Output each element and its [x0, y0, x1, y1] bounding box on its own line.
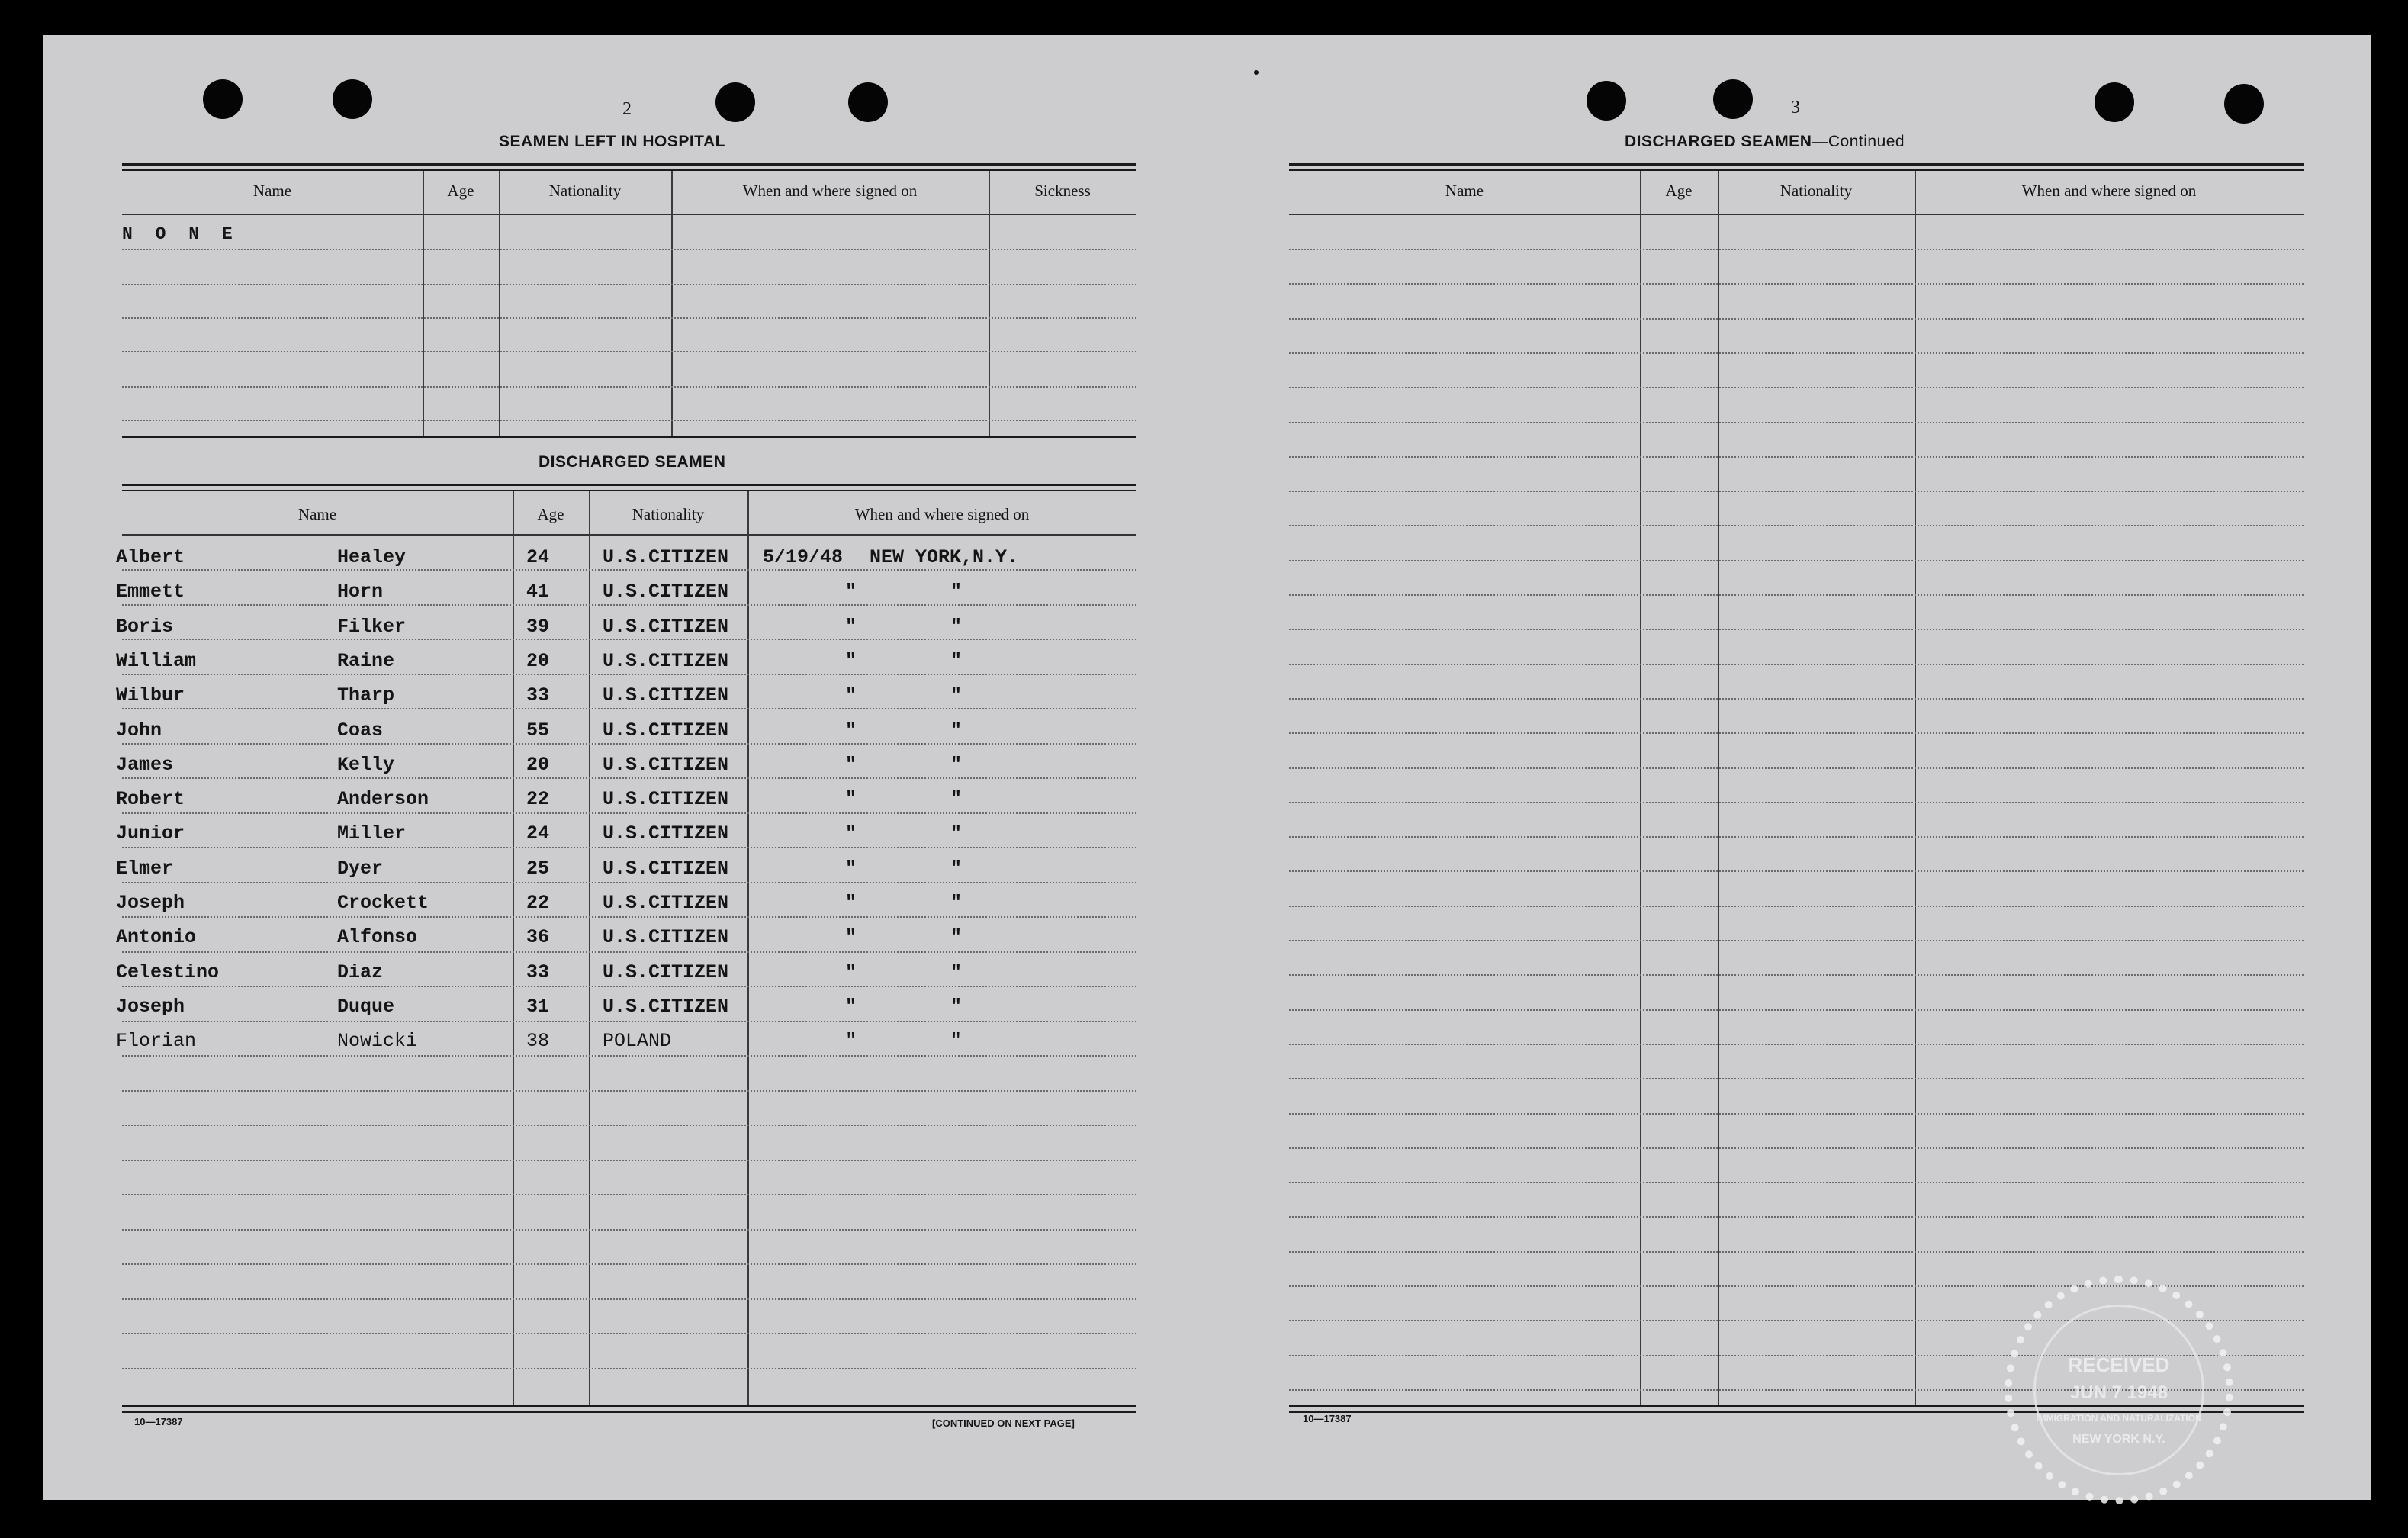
ruled-line: [122, 639, 1136, 640]
ruled-line: [122, 1263, 1136, 1265]
ruled-line: [122, 1055, 1136, 1057]
punch-hole: [1713, 79, 1753, 119]
seaman-age: 41: [526, 581, 550, 603]
ruled-line: [122, 1229, 1136, 1231]
punch-hole: [2095, 82, 2134, 122]
seaman-nationality: U.S.CITIZEN: [603, 719, 729, 742]
seaman-last-name: Crockett: [337, 892, 429, 914]
seaman-first-name: Florian: [116, 1030, 197, 1053]
ruled-line: [1289, 560, 2304, 561]
ruled-line: [1289, 940, 2304, 941]
ruled-line: [122, 951, 1136, 953]
document-sheet: [43, 35, 2371, 1500]
seaman-age: 20: [526, 753, 550, 776]
seaman-nationality: U.S.CITIZEN: [603, 960, 729, 983]
seaman-nationality: U.S.CITIZEN: [603, 615, 729, 638]
seaman-nationality: U.S.CITIZEN: [603, 581, 729, 603]
ruled-line: [1289, 767, 2304, 769]
signed-on-place: ": [950, 1030, 963, 1053]
discharged-table-left: [116, 484, 1136, 1445]
punch-hole: [715, 82, 755, 122]
ruled-line: [122, 1298, 1136, 1300]
punch-hole: [1587, 81, 1626, 121]
punch-hole: [333, 79, 372, 119]
ruled-line: [1289, 906, 2304, 907]
ruled-line: [122, 1021, 1136, 1022]
seaman-first-name: John: [116, 719, 162, 742]
ruled-line: [122, 812, 1136, 814]
seaman-last-name: Healey: [337, 546, 407, 568]
seaman-last-name: Miller: [337, 822, 407, 845]
ruled-line: [1289, 283, 2304, 285]
seaman-age: 20: [526, 649, 550, 672]
seaman-nationality: U.S.CITIZEN: [603, 926, 729, 949]
ruled-line: [122, 1194, 1136, 1195]
ruled-line: [1289, 1251, 2304, 1253]
signed-on-place: ": [950, 615, 963, 638]
ruled-line: [122, 882, 1136, 883]
ruled-line: [1289, 1182, 2304, 1183]
title-suffix: —Continued: [1812, 133, 1905, 150]
col-name: Name: [1445, 182, 1484, 200]
signed-on-date: ": [845, 788, 857, 811]
page-number-right: 3: [1791, 98, 1800, 117]
seaman-first-name: William: [116, 649, 197, 672]
seaman-age: 38: [526, 1030, 550, 1053]
signed-on-date: ": [845, 960, 857, 983]
ruled-line: [1289, 1044, 2304, 1045]
signed-on-place: ": [950, 960, 963, 983]
col-age: Age: [537, 505, 564, 523]
ruled-line: [122, 986, 1136, 987]
title-main: DISCHARGED SEAMEN: [1625, 133, 1812, 150]
seaman-age: 22: [526, 788, 550, 811]
col-age: Age: [447, 182, 474, 200]
seaman-last-name: Filker: [337, 615, 407, 638]
ruled-line: [1289, 387, 2304, 388]
ruled-line: [1289, 491, 2304, 492]
signed-on-date: ": [845, 649, 857, 672]
ruled-line: [122, 916, 1136, 918]
seaman-first-name: Wilbur: [116, 684, 185, 707]
ruled-line: [1289, 1147, 2304, 1149]
ruled-line: [122, 743, 1136, 745]
seaman-nationality: U.S.CITIZEN: [603, 649, 729, 672]
discharged-continued-title: [1625, 133, 1905, 151]
ruled-line: [1289, 1009, 2304, 1011]
seaman-age: 33: [526, 684, 550, 707]
col-signed-on: When and where signed on: [742, 182, 918, 200]
ruled-line: [122, 1125, 1136, 1126]
continued-note: [CONTINUED ON NEXT PAGE]: [932, 1417, 1075, 1429]
seaman-age: 24: [526, 546, 550, 568]
ruled-line: [122, 569, 1136, 571]
ruled-line: [122, 1160, 1136, 1161]
signed-on-date: ": [845, 926, 857, 949]
seaman-first-name: Antonio: [116, 926, 197, 949]
ruled-line: [1289, 1113, 2304, 1115]
punch-hole: [203, 79, 243, 119]
hospital-table: [122, 163, 1136, 468]
page-number-left: 2: [622, 99, 632, 119]
ruled-line: [1289, 974, 2304, 976]
seaman-nationality: U.S.CITIZEN: [603, 857, 729, 880]
ruled-line: [122, 777, 1136, 779]
ruled-line: [1289, 525, 2304, 526]
seaman-first-name: Joseph: [116, 995, 185, 1018]
seaman-first-name: James: [116, 753, 174, 776]
col-nationality: Nationality: [548, 182, 622, 200]
ruled-line: [1289, 732, 2304, 734]
seaman-first-name: Albert: [116, 546, 185, 568]
col-name: Name: [297, 505, 337, 523]
ruled-line: [1289, 318, 2304, 320]
seaman-last-name: Coas: [337, 719, 384, 742]
ruled-line: [1289, 249, 2304, 250]
signed-on-date: ": [845, 684, 857, 707]
signed-on-date: ": [845, 892, 857, 914]
signed-on-place: ": [950, 926, 963, 949]
hospital-title: SEAMEN LEFT IN HOSPITAL: [499, 133, 725, 150]
ruled-line: [1289, 594, 2304, 596]
seaman-last-name: Kelly: [337, 753, 395, 776]
ruled-line: [1289, 352, 2304, 354]
seaman-first-name: Boris: [116, 615, 174, 638]
ruled-line: [122, 1333, 1136, 1334]
col-nationality: Nationality: [1779, 182, 1853, 200]
seaman-age: 22: [526, 892, 550, 914]
seaman-nationality: U.S.CITIZEN: [603, 822, 729, 845]
signed-on-date: ": [845, 581, 857, 603]
ruled-line: [1289, 836, 2304, 838]
seaman-age: 31: [526, 995, 550, 1018]
seaman-first-name: Elmer: [116, 857, 174, 880]
ink-dot: [1254, 70, 1259, 75]
discharged-title: DISCHARGED SEAMEN: [539, 453, 726, 471]
ruled-line: [122, 674, 1136, 675]
ruled-line: [1289, 802, 2304, 803]
ruled-line: [1289, 664, 2304, 665]
seaman-age: 24: [526, 822, 550, 845]
signed-on-date: ": [845, 995, 857, 1018]
hospital-entry: N O N E: [122, 224, 239, 244]
signed-on-place: NEW YORK,N.Y.: [870, 546, 1019, 568]
ruled-line: [122, 708, 1136, 709]
col-sickness: Sickness: [1034, 182, 1091, 200]
seaman-last-name: Tharp: [337, 684, 395, 707]
col-nationality: Nationality: [632, 505, 705, 523]
ruled-line: [122, 1368, 1136, 1369]
signed-on-place: ": [950, 649, 963, 672]
received-stamp: [2005, 1276, 2233, 1504]
ruled-line: [122, 1090, 1136, 1092]
seaman-nationality: U.S.CITIZEN: [603, 684, 729, 707]
ruled-line: [1289, 1216, 2304, 1218]
seaman-age: 36: [526, 926, 550, 949]
seaman-last-name: Diaz: [337, 960, 384, 983]
seaman-last-name: Horn: [337, 581, 384, 603]
seaman-age: 55: [526, 719, 550, 742]
signed-on-date: ": [845, 1030, 857, 1053]
seaman-age: 39: [526, 615, 550, 638]
seaman-nationality: U.S.CITIZEN: [603, 995, 729, 1018]
ruled-line: [1289, 629, 2304, 630]
signed-on-date: ": [845, 615, 857, 638]
col-signed-on: When and where signed on: [854, 505, 1030, 523]
signed-on-place: ": [950, 753, 963, 776]
seaman-age: 33: [526, 960, 550, 983]
discharged-table-right: [1289, 163, 2304, 1445]
seaman-nationality: U.S.CITIZEN: [603, 788, 729, 811]
seaman-first-name: Emmett: [116, 581, 185, 603]
signed-on-date: 5/19/48: [763, 546, 844, 568]
ruled-line: [1289, 698, 2304, 700]
stamp-place: NEW YORK N.Y.: [2072, 1433, 2165, 1446]
signed-on-date: ": [845, 857, 857, 880]
punch-hole: [848, 82, 888, 122]
signed-on-date: ": [845, 753, 857, 776]
col-age: Age: [1665, 182, 1693, 200]
signed-on-place: ": [950, 822, 963, 845]
ruled-line: [1289, 1078, 2304, 1079]
punch-hole: [2224, 84, 2264, 124]
signed-on-place: ": [950, 788, 963, 811]
col-name: Name: [252, 182, 292, 200]
signed-on-place: ": [950, 857, 963, 880]
seaman-first-name: Celestino: [116, 960, 220, 983]
seaman-first-name: Robert: [116, 788, 185, 811]
seaman-age: 25: [526, 857, 550, 880]
signed-on-place: ": [950, 684, 963, 707]
signed-on-date: ": [845, 719, 857, 742]
seaman-last-name: Dyer: [337, 857, 384, 880]
signed-on-date: ": [845, 822, 857, 845]
seaman-last-name: Duque: [337, 995, 395, 1018]
ruled-line: [122, 604, 1136, 606]
seaman-last-name: Raine: [337, 649, 395, 672]
stamp-date: JUN 7 1948: [2069, 1382, 2168, 1403]
stamp-received: RECEIVED: [2068, 1353, 2170, 1376]
signed-on-place: ": [950, 581, 963, 603]
seaman-last-name: Nowicki: [337, 1030, 418, 1053]
ruled-line: [1289, 456, 2304, 458]
signed-on-place: ": [950, 995, 963, 1018]
stamp-agency: IMMIGRATION AND NATURALIZATION: [2036, 1413, 2202, 1424]
signed-on-place: ": [950, 892, 963, 914]
ruled-line: [1289, 870, 2304, 872]
col-signed-on: When and where signed on: [2021, 182, 2197, 200]
seaman-nationality: U.S.CITIZEN: [603, 546, 729, 568]
seaman-last-name: Alfonso: [337, 926, 418, 949]
ruled-line: [1289, 422, 2304, 423]
seaman-nationality: U.S.CITIZEN: [603, 892, 729, 914]
seaman-first-name: Junior: [116, 822, 185, 845]
seaman-nationality: U.S.CITIZEN: [603, 753, 729, 776]
form-number-left: 10—17387: [134, 1416, 183, 1427]
seaman-last-name: Anderson: [337, 788, 429, 811]
seaman-nationality: POLAND: [603, 1030, 672, 1053]
ruled-line: [122, 847, 1136, 848]
signed-on-place: ": [950, 719, 963, 742]
seaman-first-name: Joseph: [116, 892, 185, 914]
form-number-right: 10—17387: [1303, 1413, 1352, 1424]
